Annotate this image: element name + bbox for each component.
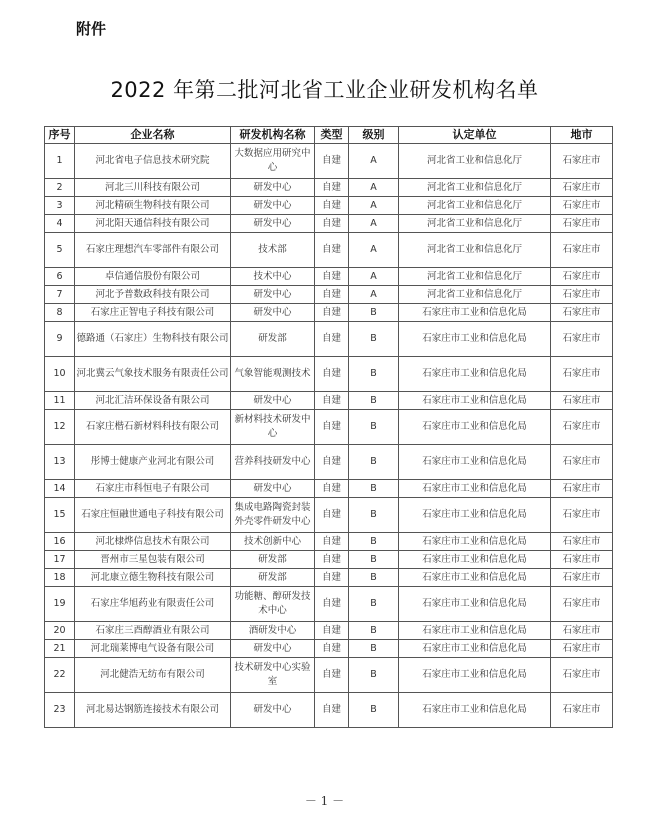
cell-city: 石家庄市 bbox=[551, 144, 613, 179]
cell-company: 晋州市三星包装有限公司 bbox=[75, 551, 231, 569]
cell-institution: 研发中心 bbox=[231, 286, 315, 304]
cell-index: 22 bbox=[45, 658, 75, 693]
table-row bbox=[45, 587, 613, 622]
cell-institution: 技术中心 bbox=[231, 268, 315, 286]
cell-city: 石家庄市 bbox=[551, 268, 613, 286]
cell-city: 石家庄市 bbox=[551, 233, 613, 268]
cell-authority: 石家庄市工业和信息化局 bbox=[399, 551, 551, 569]
cell-index: 20 bbox=[45, 622, 75, 640]
cell-institution: 研发部 bbox=[231, 322, 315, 357]
cell-level: B bbox=[349, 304, 399, 322]
cell-index: 8 bbox=[45, 304, 75, 322]
cell-level: B bbox=[349, 498, 399, 533]
cell-index: 7 bbox=[45, 286, 75, 304]
cell-company: 彤博士健康产业河北有限公司 bbox=[75, 445, 231, 480]
cell-authority: 河北省工业和信息化厅 bbox=[399, 286, 551, 304]
page-number: － 1 － bbox=[304, 794, 345, 808]
cell-authority: 河北省工业和信息化厅 bbox=[399, 179, 551, 197]
cell-level: B bbox=[349, 480, 399, 498]
cell-city: 石家庄市 bbox=[551, 392, 613, 410]
table-row bbox=[45, 286, 613, 304]
cell-company: 石家庄市科恒电子有限公司 bbox=[75, 480, 231, 498]
cell-city: 石家庄市 bbox=[551, 569, 613, 587]
cell-type: 自建 bbox=[315, 197, 349, 215]
cell-type: 自建 bbox=[315, 322, 349, 357]
cell-institution: 集成电路陶瓷封装外壳零件研发中心 bbox=[231, 498, 315, 533]
cell-company: 河北棣烨信息技术有限公司 bbox=[75, 533, 231, 551]
header-type: 类型 bbox=[315, 127, 349, 144]
cell-type: 自建 bbox=[315, 268, 349, 286]
cell-company: 河北冀云气象技术服务有限责任公司 bbox=[75, 357, 231, 392]
cell-type: 自建 bbox=[315, 587, 349, 622]
cell-company: 石家庄理想汽车零部件有限公司 bbox=[75, 233, 231, 268]
cell-type: 自建 bbox=[315, 233, 349, 268]
cell-city: 石家庄市 bbox=[551, 304, 613, 322]
cell-type: 自建 bbox=[315, 179, 349, 197]
cell-city: 石家庄市 bbox=[551, 587, 613, 622]
table-row bbox=[45, 268, 613, 286]
table-row bbox=[45, 392, 613, 410]
cell-city: 石家庄市 bbox=[551, 197, 613, 215]
cell-type: 自建 bbox=[315, 357, 349, 392]
cell-company: 河北三川科技有限公司 bbox=[75, 179, 231, 197]
cell-type: 自建 bbox=[315, 533, 349, 551]
cell-company: 石家庄楷石新材料科技有限公司 bbox=[75, 410, 231, 445]
table-row bbox=[45, 322, 613, 357]
attachment-label: 附件 bbox=[76, 20, 107, 38]
cell-city: 石家庄市 bbox=[551, 179, 613, 197]
cell-type: 自建 bbox=[315, 392, 349, 410]
cell-level: B bbox=[349, 622, 399, 640]
table-row bbox=[45, 693, 613, 728]
header-company: 企业名称 bbox=[75, 127, 231, 144]
header-level: 级别 bbox=[349, 127, 399, 144]
cell-type: 自建 bbox=[315, 640, 349, 658]
cell-company: 卓信通信股份有限公司 bbox=[75, 268, 231, 286]
cell-company: 石家庄华旭药业有限责任公司 bbox=[75, 587, 231, 622]
cell-index: 2 bbox=[45, 179, 75, 197]
cell-type: 自建 bbox=[315, 658, 349, 693]
cell-city: 石家庄市 bbox=[551, 622, 613, 640]
cell-company: 德路通（石家庄）生物科技有限公司 bbox=[75, 322, 231, 357]
cell-level: B bbox=[349, 551, 399, 569]
cell-institution: 研发中心 bbox=[231, 693, 315, 728]
cell-level: B bbox=[349, 410, 399, 445]
cell-authority: 石家庄市工业和信息化局 bbox=[399, 587, 551, 622]
cell-authority: 石家庄市工业和信息化局 bbox=[399, 322, 551, 357]
cell-city: 石家庄市 bbox=[551, 658, 613, 693]
cell-level: A bbox=[349, 179, 399, 197]
cell-type: 自建 bbox=[315, 144, 349, 179]
cell-type: 自建 bbox=[315, 622, 349, 640]
cell-authority: 石家庄市工业和信息化局 bbox=[399, 640, 551, 658]
cell-index: 10 bbox=[45, 357, 75, 392]
cell-level: B bbox=[349, 357, 399, 392]
cell-authority: 石家庄市工业和信息化局 bbox=[399, 622, 551, 640]
cell-city: 石家庄市 bbox=[551, 498, 613, 533]
cell-city: 石家庄市 bbox=[551, 286, 613, 304]
cell-company: 河北予普数政科技有限公司 bbox=[75, 286, 231, 304]
cell-institution: 营养科技研发中心 bbox=[231, 445, 315, 480]
cell-index: 14 bbox=[45, 480, 75, 498]
cell-institution: 研发中心 bbox=[231, 480, 315, 498]
cell-level: B bbox=[349, 392, 399, 410]
cell-level: B bbox=[349, 587, 399, 622]
cell-company: 河北康立德生物科技有限公司 bbox=[75, 569, 231, 587]
table-row bbox=[45, 357, 613, 392]
cell-city: 石家庄市 bbox=[551, 640, 613, 658]
table-row bbox=[45, 144, 613, 179]
cell-type: 自建 bbox=[315, 498, 349, 533]
cell-authority: 石家庄市工业和信息化局 bbox=[399, 445, 551, 480]
table-header-row bbox=[45, 127, 613, 144]
cell-authority: 石家庄市工业和信息化局 bbox=[399, 357, 551, 392]
cell-institution: 研发中心 bbox=[231, 640, 315, 658]
cell-institution: 酒研发中心 bbox=[231, 622, 315, 640]
cell-type: 自建 bbox=[315, 286, 349, 304]
cell-index: 15 bbox=[45, 498, 75, 533]
cell-authority: 石家庄市工业和信息化局 bbox=[399, 569, 551, 587]
cell-type: 自建 bbox=[315, 410, 349, 445]
cell-company: 石家庄三酉醇酒业有限公司 bbox=[75, 622, 231, 640]
cell-type: 自建 bbox=[315, 551, 349, 569]
cell-institution: 研发中心 bbox=[231, 197, 315, 215]
cell-authority: 石家庄市工业和信息化局 bbox=[399, 533, 551, 551]
cell-index: 17 bbox=[45, 551, 75, 569]
cell-authority: 石家庄市工业和信息化局 bbox=[399, 480, 551, 498]
cell-index: 6 bbox=[45, 268, 75, 286]
cell-type: 自建 bbox=[315, 569, 349, 587]
cell-index: 4 bbox=[45, 215, 75, 233]
cell-city: 石家庄市 bbox=[551, 410, 613, 445]
header-institution: 研发机构名称 bbox=[231, 127, 315, 144]
table-row bbox=[45, 480, 613, 498]
document-title: 2022 年第二批河北省工业企业研发机构名单 bbox=[110, 78, 539, 102]
cell-institution: 研发部 bbox=[231, 551, 315, 569]
table-row bbox=[45, 640, 613, 658]
cell-authority: 石家庄市工业和信息化局 bbox=[399, 693, 551, 728]
table-row bbox=[45, 179, 613, 197]
cell-level: B bbox=[349, 640, 399, 658]
cell-authority: 石家庄市工业和信息化局 bbox=[399, 658, 551, 693]
cell-index: 23 bbox=[45, 693, 75, 728]
cell-city: 石家庄市 bbox=[551, 215, 613, 233]
cell-authority: 河北省工业和信息化厅 bbox=[399, 215, 551, 233]
cell-institution: 功能糖、醇研发技术中心 bbox=[231, 587, 315, 622]
table-row bbox=[45, 551, 613, 569]
table-row bbox=[45, 197, 613, 215]
table-row bbox=[45, 233, 613, 268]
cell-institution: 研发中心 bbox=[231, 304, 315, 322]
cell-level: A bbox=[349, 268, 399, 286]
cell-company: 石家庄正智电子科技有限公司 bbox=[75, 304, 231, 322]
table-row bbox=[45, 658, 613, 693]
table-row bbox=[45, 410, 613, 445]
cell-level: B bbox=[349, 658, 399, 693]
cell-authority: 石家庄市工业和信息化局 bbox=[399, 410, 551, 445]
cell-level: B bbox=[349, 322, 399, 357]
header-authority: 认定单位 bbox=[399, 127, 551, 144]
cell-index: 21 bbox=[45, 640, 75, 658]
cell-authority: 河北省工业和信息化厅 bbox=[399, 268, 551, 286]
cell-company: 河北易达钢筋连接技术有限公司 bbox=[75, 693, 231, 728]
cell-company: 河北瑞莱博电气设备有限公司 bbox=[75, 640, 231, 658]
cell-type: 自建 bbox=[315, 693, 349, 728]
cell-index: 12 bbox=[45, 410, 75, 445]
table-row bbox=[45, 445, 613, 480]
cell-city: 石家庄市 bbox=[551, 322, 613, 357]
institutions-table bbox=[44, 126, 613, 728]
cell-city: 石家庄市 bbox=[551, 445, 613, 480]
cell-institution: 研发中心 bbox=[231, 392, 315, 410]
table-row bbox=[45, 622, 613, 640]
cell-level: A bbox=[349, 215, 399, 233]
cell-authority: 河北省工业和信息化厅 bbox=[399, 197, 551, 215]
cell-institution: 新材料技术研发中心 bbox=[231, 410, 315, 445]
cell-index: 5 bbox=[45, 233, 75, 268]
cell-company: 河北阳天通信科技有限公司 bbox=[75, 215, 231, 233]
cell-level: A bbox=[349, 197, 399, 215]
cell-authority: 石家庄市工业和信息化局 bbox=[399, 498, 551, 533]
cell-city: 石家庄市 bbox=[551, 357, 613, 392]
table-row bbox=[45, 304, 613, 322]
cell-authority: 河北省工业和信息化厅 bbox=[399, 233, 551, 268]
cell-type: 自建 bbox=[315, 215, 349, 233]
cell-level: B bbox=[349, 445, 399, 480]
cell-city: 石家庄市 bbox=[551, 533, 613, 551]
cell-index: 13 bbox=[45, 445, 75, 480]
cell-institution: 技术研发中心实验室 bbox=[231, 658, 315, 693]
cell-institution: 研发中心 bbox=[231, 215, 315, 233]
cell-company: 河北精硕生物科技有限公司 bbox=[75, 197, 231, 215]
cell-city: 石家庄市 bbox=[551, 693, 613, 728]
cell-authority: 石家庄市工业和信息化局 bbox=[399, 392, 551, 410]
cell-level: A bbox=[349, 233, 399, 268]
cell-company: 石家庄恒融世通电子科技有限公司 bbox=[75, 498, 231, 533]
header-city: 地市 bbox=[551, 127, 613, 144]
cell-authority: 河北省工业和信息化厅 bbox=[399, 144, 551, 179]
cell-company: 河北健浩无纺布有限公司 bbox=[75, 658, 231, 693]
cell-institution: 研发中心 bbox=[231, 179, 315, 197]
table-row bbox=[45, 533, 613, 551]
cell-type: 自建 bbox=[315, 304, 349, 322]
cell-type: 自建 bbox=[315, 445, 349, 480]
table-row bbox=[45, 569, 613, 587]
table-row bbox=[45, 498, 613, 533]
table-row bbox=[45, 215, 613, 233]
header-index: 序号 bbox=[45, 127, 75, 144]
cell-institution: 气象智能观测技术 bbox=[231, 357, 315, 392]
cell-index: 9 bbox=[45, 322, 75, 357]
cell-type: 自建 bbox=[315, 480, 349, 498]
cell-company: 河北省电子信息技术研究院 bbox=[75, 144, 231, 179]
cell-level: A bbox=[349, 144, 399, 179]
cell-index: 3 bbox=[45, 197, 75, 215]
cell-index: 16 bbox=[45, 533, 75, 551]
cell-institution: 大数据应用研究中心 bbox=[231, 144, 315, 179]
cell-level: B bbox=[349, 693, 399, 728]
cell-level: B bbox=[349, 569, 399, 587]
cell-city: 石家庄市 bbox=[551, 551, 613, 569]
cell-index: 18 bbox=[45, 569, 75, 587]
cell-institution: 技术部 bbox=[231, 233, 315, 268]
cell-institution: 研发部 bbox=[231, 569, 315, 587]
cell-index: 11 bbox=[45, 392, 75, 410]
cell-authority: 石家庄市工业和信息化局 bbox=[399, 304, 551, 322]
cell-index: 19 bbox=[45, 587, 75, 622]
cell-institution: 技术创新中心 bbox=[231, 533, 315, 551]
cell-company: 河北汇洁环保设备有限公司 bbox=[75, 392, 231, 410]
cell-index: 1 bbox=[45, 144, 75, 179]
cell-level: B bbox=[349, 533, 399, 551]
cell-city: 石家庄市 bbox=[551, 480, 613, 498]
cell-level: A bbox=[349, 286, 399, 304]
